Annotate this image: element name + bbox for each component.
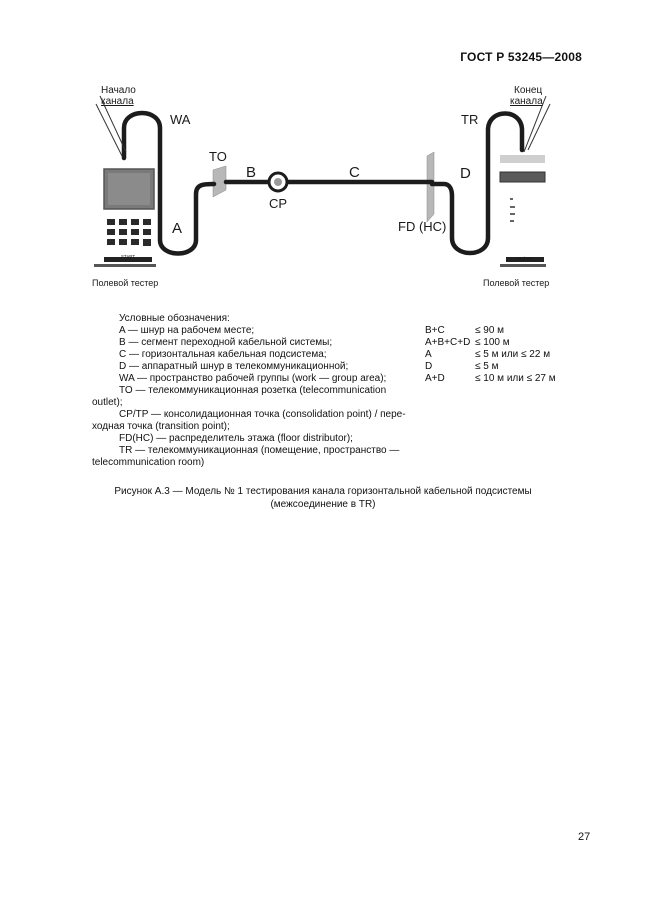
legend-line: telecommunication room) (92, 457, 205, 468)
condition-left: A+B+C+D (425, 337, 471, 348)
condition-right: ≤ 5 м (475, 361, 499, 372)
cp-label: CP (269, 196, 288, 211)
condition-right: ≤ 10 м или ≤ 27 м (475, 373, 556, 384)
condition-left: B+C (425, 325, 445, 336)
condition-left: A (425, 349, 432, 360)
start-sub-label: канала (101, 96, 134, 107)
condition-right: ≤ 5 м или ≤ 22 м (475, 349, 551, 360)
onoff-key-label: ON/OFF (516, 256, 534, 261)
legend-line: ходная точка (transition point); (92, 421, 230, 432)
document-header: ГОСТ Р 53245—2008 (460, 50, 582, 64)
cable-run (124, 113, 522, 254)
tester-right-label: Полевой тестер (483, 278, 550, 288)
legend-title: Условные обозначения: (119, 313, 230, 324)
legend-line: B — сегмент переходной кабельной системы; (119, 337, 333, 348)
tester-display (500, 172, 545, 182)
figure-caption (0, 486, 646, 511)
legend-line: FD(HC) — распределитель этажа (floor distributor); (119, 433, 353, 444)
tester-keypad (107, 219, 151, 246)
tester-left-label: Полевой тестер (92, 278, 159, 288)
legend-line: CP/TP — консолидационная точка (consolidation point) / пере- (119, 409, 406, 420)
condition-right: ≤ 90 м (475, 325, 505, 336)
legend-line: WA — пространство рабочей группы (work — group area); (119, 373, 387, 384)
condition-left: A+D (425, 373, 445, 384)
segment-c-label: C (349, 164, 360, 181)
channel-test-figure (0, 0, 646, 300)
start-label: Начало (101, 85, 136, 96)
segment-a-label: A (172, 220, 183, 237)
legend-line: A — шнур на рабочем месте; (119, 325, 255, 336)
segment-d-label: D (460, 165, 471, 182)
page-number: 27 (578, 831, 591, 843)
to-label: TO (209, 149, 227, 164)
end-sub-label: канала (510, 96, 543, 107)
segment-b-label: B (246, 164, 257, 181)
legend-line: TO — телекоммуникационная розетка (telecommunication (119, 385, 387, 396)
caption-line-1: Рисунок А.3 — Модель № 1 тестирования канала горизонтальной кабельной подсистемы (114, 486, 532, 497)
right-field-tester (500, 155, 546, 267)
fd-label: FD (HC) (398, 219, 447, 234)
legend-line: TR — телекоммуникационная (помещение, пространство — (119, 445, 400, 456)
condition-right: ≤ 100 м (475, 337, 510, 348)
left-field-tester (94, 169, 156, 267)
legend-line: D — аппаратный шнур в телекоммуникационной; (119, 361, 349, 372)
condition-left: D (425, 361, 433, 372)
start-key-label: START (120, 254, 136, 259)
legend-line: outlet); (92, 397, 123, 408)
wa-label: WA (170, 112, 191, 127)
floor-distributor (427, 152, 434, 222)
caption-line-2: (межсоединение в TR) (270, 498, 376, 510)
legend-line: C — горизонтальная кабельная подсистема; (119, 349, 327, 360)
end-label: Конец (514, 85, 543, 96)
tr-label: TR (461, 112, 479, 127)
